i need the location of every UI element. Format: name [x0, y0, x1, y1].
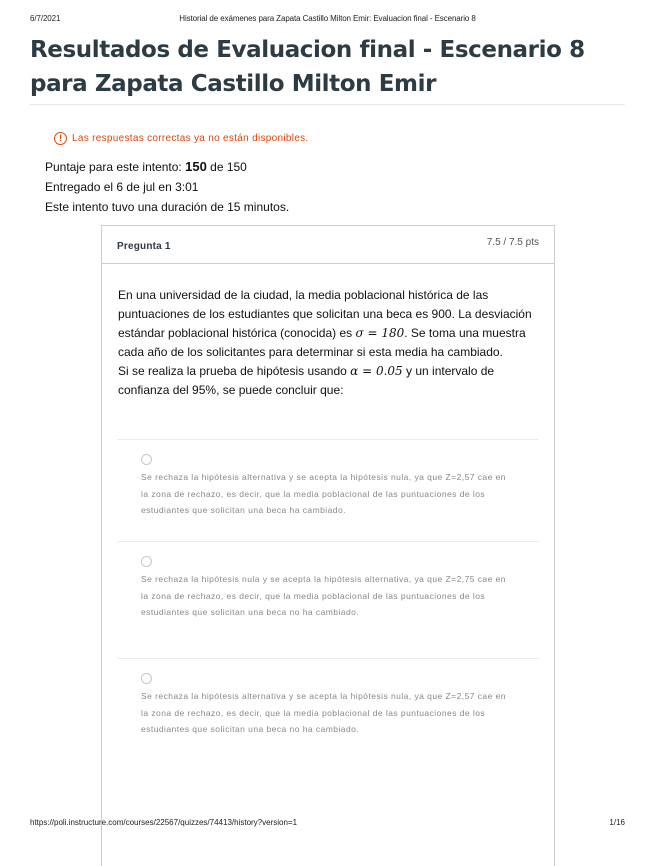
duration-line: Este intento tuvo una duración de 15 minutos. — [45, 200, 290, 214]
print-document-title: Historial de exámenes para Zapata Castillo Milton Emir: Evaluacion final - Escenario 8 — [179, 14, 476, 23]
question-header — [102, 226, 554, 264]
question-paragraph-1: En una universidad de la ciudad, la media poblacional histórica de las puntuaciones de los estudiantes que solicitan una beca es 900. La desviación estándar poblacional histórica (conocida) es σ = 180. Se toma una muestra cada año de los solicitantes para determinar si esta media ha cambiado. — [118, 288, 532, 359]
title-divider — [30, 104, 625, 105]
question-text — [118, 286, 538, 400]
print-footer — [30, 818, 625, 830]
score-value: 150 — [185, 159, 207, 174]
warning-text: Las respuestas correctas ya no están disponibles. — [72, 133, 309, 144]
score-prefix: Puntaje para este intento: — [45, 160, 186, 174]
print-date: 6/7/2021 — [30, 14, 61, 23]
radio-button[interactable] — [141, 673, 152, 684]
page-url: https://poli.instructure.com/courses/22567/quizzes/74413/history?version=1 — [30, 818, 298, 827]
answer-list — [118, 439, 539, 779]
page-title: Resultados de Evaluacion final - Escenario 8 para Zapata Castillo Milton Emir — [30, 37, 585, 97]
score-suffix: de 150 — [206, 160, 247, 174]
answer-option[interactable] — [118, 439, 539, 541]
page-number: 1/16 — [609, 818, 625, 827]
answer-option[interactable] — [118, 658, 539, 779]
question-points: 7.5 / 7.5 pts — [486, 237, 539, 248]
print-header — [30, 14, 625, 26]
question-card — [101, 225, 555, 866]
question-title: Pregunta 1 — [117, 241, 171, 252]
alert-circle-icon: ! — [54, 132, 67, 145]
attempt-summary — [45, 157, 289, 217]
sigma-expression: σ = 180 — [355, 326, 405, 340]
score-line — [45, 157, 289, 177]
answers-unavailable-warning — [54, 132, 309, 145]
answer-text: Se rechaza la hipótesis alternativa y se acepta la hipótesis nula, ya que Z=2,57 cae en la zona de rechazo, es decir, que la media poblacional de las puntuaciones de los estudiantes que solicitan una beca ha cambiado. — [141, 472, 506, 515]
radio-button[interactable] — [141, 454, 152, 465]
answer-option[interactable] — [118, 541, 539, 658]
radio-button[interactable] — [141, 556, 152, 567]
answer-text: Se rechaza la hipótesis nula y se acepta la hipótesis alternativa, ya que Z=2,75 cae en la zona de rechazo, es decir, que la media poblacional de las puntuaciones de los estudiantes que solicitan una beca no ha cambiado. — [141, 574, 506, 617]
answer-text: Se rechaza la hipótesis alternativa y se acepta la hipótesis nula, ya que Z=2,57 cae en la zona de rechazo, es decir, que la media poblacional de las puntuaciones de los estudiantes que solicitan una beca no ha cambiado. — [141, 691, 506, 734]
submitted-line: Entregado el 6 de jul en 3:01 — [45, 180, 199, 194]
question-paragraph-2: Si se realiza la prueba de hipótesis usando α = 0.05 y un intervalo de confianza del 95%, se puede concluir que: — [118, 364, 495, 397]
alpha-expression: α = 0.05 — [350, 364, 403, 378]
